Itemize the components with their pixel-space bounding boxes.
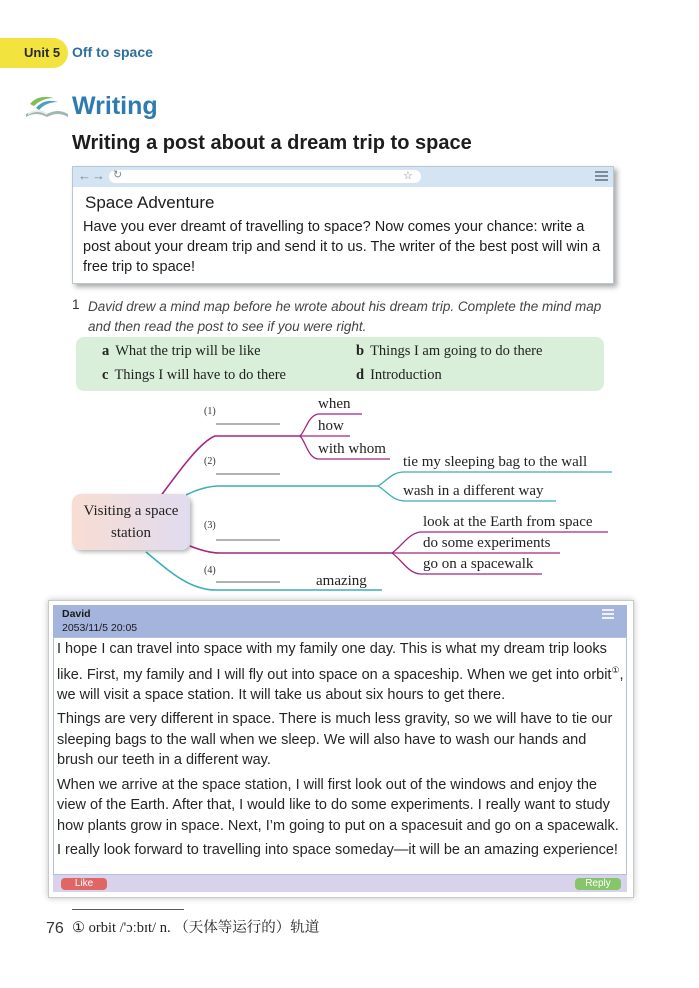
mind-map-leaf: look at the Earth from space: [423, 514, 593, 530]
page-number: 76: [46, 920, 64, 937]
post-header: [53, 605, 627, 637]
option-a: a What the trip will be like: [102, 343, 261, 359]
blank-4-label: (4): [204, 565, 216, 576]
post-paragraph-3: When we arrive at the space station, I will first look out of the windows and enjoy the view of the Earth. After that, I would like to do some experiments. I really want to study how plants grow in space. Next, I’m going to put on a spacesuit and go on a spacewalk.: [57, 776, 619, 834]
reload-icon[interactable]: ↻: [113, 169, 123, 181]
unit-label: Unit 5: [0, 38, 68, 68]
option-c: c Things I will have to do there: [102, 367, 286, 383]
mind-map-leaf: amazing: [316, 573, 367, 589]
back-forward-icon[interactable]: ←→: [78, 168, 106, 183]
mind-map-leaf: how: [318, 418, 344, 434]
site-body: Have you ever dreamt of travelling to space? Now comes your chance: write a post about your dream trip and send it to us. The writer of the best post will win a free trip to space!: [83, 219, 601, 275]
post-paragraph-2: Things are very different in space. There is much less gravity, so we will have to tie our sleeping bags to the wall when we sleep. We will also have to wash our hands and brush our teeth in a different way.: [57, 711, 613, 769]
post-text: [57, 639, 625, 865]
task-instruction: David drew a mind map before he wrote about his dream trip. Complete the mind map and then read the post to see if you were right.: [88, 299, 602, 334]
footnote-divider: [72, 909, 184, 910]
blank-1-label: (1): [204, 406, 216, 417]
post-footer: [53, 875, 627, 892]
mind-map-leaf: when: [318, 396, 351, 412]
section-title: Writing: [72, 92, 158, 120]
options-box: [76, 337, 604, 391]
mind-map-leaf: tie my sleeping bag to the wall: [403, 454, 588, 470]
like-button[interactable]: Like: [61, 878, 107, 890]
mind-map-leaf: do some experiments: [423, 535, 551, 551]
footnote: ① orbit /'ɔːbɪt/ n. （天体等运行的）轨道: [72, 920, 320, 936]
blank-3-label: (3): [204, 520, 216, 531]
blank-2-label: (2): [204, 456, 216, 467]
mind-map-leaf: with whom: [318, 441, 386, 457]
star-icon[interactable]: ☆: [403, 170, 413, 182]
mind-map-leaf: go on a spacewalk: [423, 556, 534, 572]
option-b: b Things I am going to do there: [356, 343, 543, 359]
post-paragraph-1: I hope I can travel into space with my family one day. This is what my dream trip looks like. First, my family and I will fly out into space on a spaceship. When we get into orbit①, we will visit a space station. It will take us about six hours to get there.: [57, 641, 624, 703]
open-book-icon: [24, 92, 70, 118]
post-author: David: [62, 608, 91, 620]
browser-window: [72, 166, 614, 284]
menu-icon[interactable]: [602, 609, 614, 619]
mind-map-center: Visiting a space station: [72, 494, 190, 550]
post-date: 2053/11/5 20:05: [62, 622, 138, 634]
page-heading: Writing a post about a dream trip to space: [72, 132, 472, 154]
mind-map-leaf: wash in a different way: [403, 483, 544, 499]
option-d: d Introduction: [356, 367, 442, 383]
task-number: 1: [72, 297, 80, 312]
menu-icon[interactable]: [595, 171, 608, 182]
reply-button[interactable]: Reply: [575, 878, 621, 890]
forum-post: [48, 600, 634, 898]
browser-toolbar: [73, 167, 613, 187]
address-bar[interactable]: [109, 170, 421, 183]
site-title: Space Adventure: [85, 193, 215, 212]
post-paragraph-4: I really look forward to travelling into space someday—it will be an amazing experience!: [57, 842, 618, 859]
unit-title: Off to space: [72, 44, 153, 60]
footnote-marker: ①: [611, 664, 620, 675]
